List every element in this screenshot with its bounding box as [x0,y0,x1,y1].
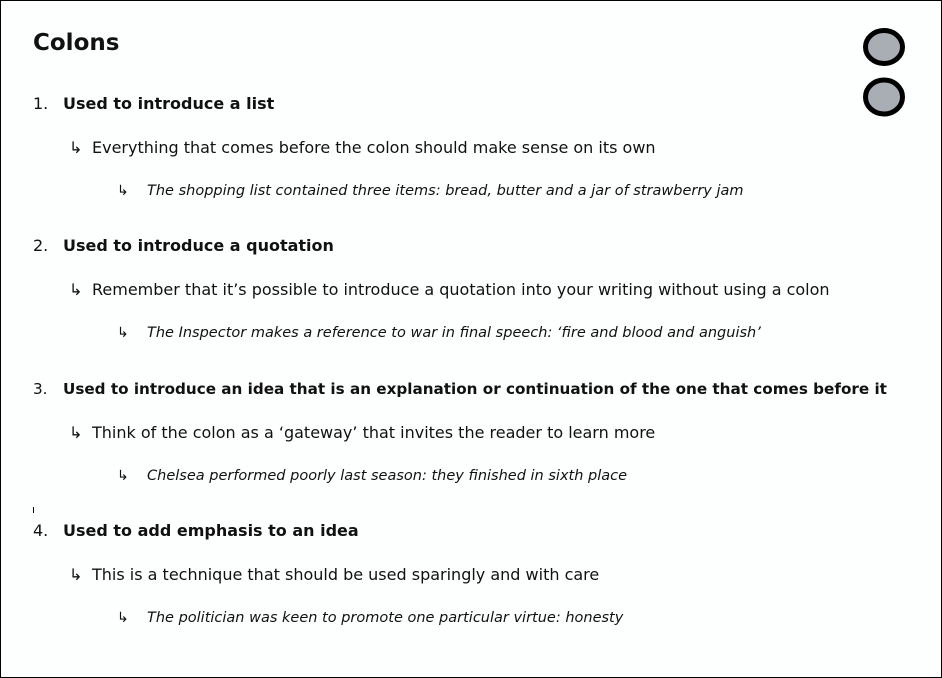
item-example-row [117,181,744,201]
item-example-row [117,608,623,628]
item-example: The shopping list contained three items: bread, butter and a jar of strawberry jam [147,183,744,199]
item-example-row [117,323,761,343]
item-heading-row [33,378,887,400]
return-arrow-icon: ↳ [117,325,129,341]
return-arrow-icon: ↳ [69,565,83,584]
item-example: Chelsea performed poorly last season: they finished in sixth place [147,468,628,484]
item-heading: Used to introduce a quotation [63,236,334,255]
item-example: The politician was keen to promote one particular virtue: honesty [147,610,624,626]
item-detail: Think of the colon as a ‘gateway’ that invites the reader to learn more [92,423,656,442]
item-detail: Everything that comes before the colon should make sense on its own [92,138,656,157]
item-number: 4. [33,521,49,540]
item-number: 3. [33,380,48,398]
item-example: The Inspector makes a reference to war in final speech: ‘fire and blood and anguish’ [147,325,761,341]
return-arrow-icon: ↳ [69,280,83,299]
item-heading: Used to introduce an idea that is an explanation or continuation of the one that comes before it [63,380,887,398]
item-heading-row [33,93,274,115]
return-arrow-icon: ↳ [117,468,129,484]
colon-logo-top-dot [866,31,903,64]
item-heading: Used to introduce a list [63,94,275,113]
text-cursor-mark [33,507,34,513]
item-detail-row [69,279,830,301]
item-detail: Remember that it’s possible to introduce a quotation into your writing without using a colon [92,280,830,299]
page-title: Colons [33,30,120,56]
item-detail: This is a technique that should be used sparingly and with care [92,565,600,584]
item-detail-row [69,137,656,159]
item-number: 1. [33,94,49,113]
item-heading-row [33,235,334,257]
return-arrow-icon: ↳ [69,138,83,157]
colon-logo-bottom-dot [866,80,903,114]
colon-logo-icon [861,27,907,121]
item-heading-row [33,520,359,542]
item-number: 2. [33,236,49,255]
item-heading: Used to add emphasis to an idea [63,521,359,540]
return-arrow-icon: ↳ [117,610,129,626]
return-arrow-icon: ↳ [69,423,83,442]
item-example-row [117,466,627,486]
item-detail-row [69,422,655,444]
return-arrow-icon: ↳ [117,183,129,199]
item-detail-row [69,564,599,586]
